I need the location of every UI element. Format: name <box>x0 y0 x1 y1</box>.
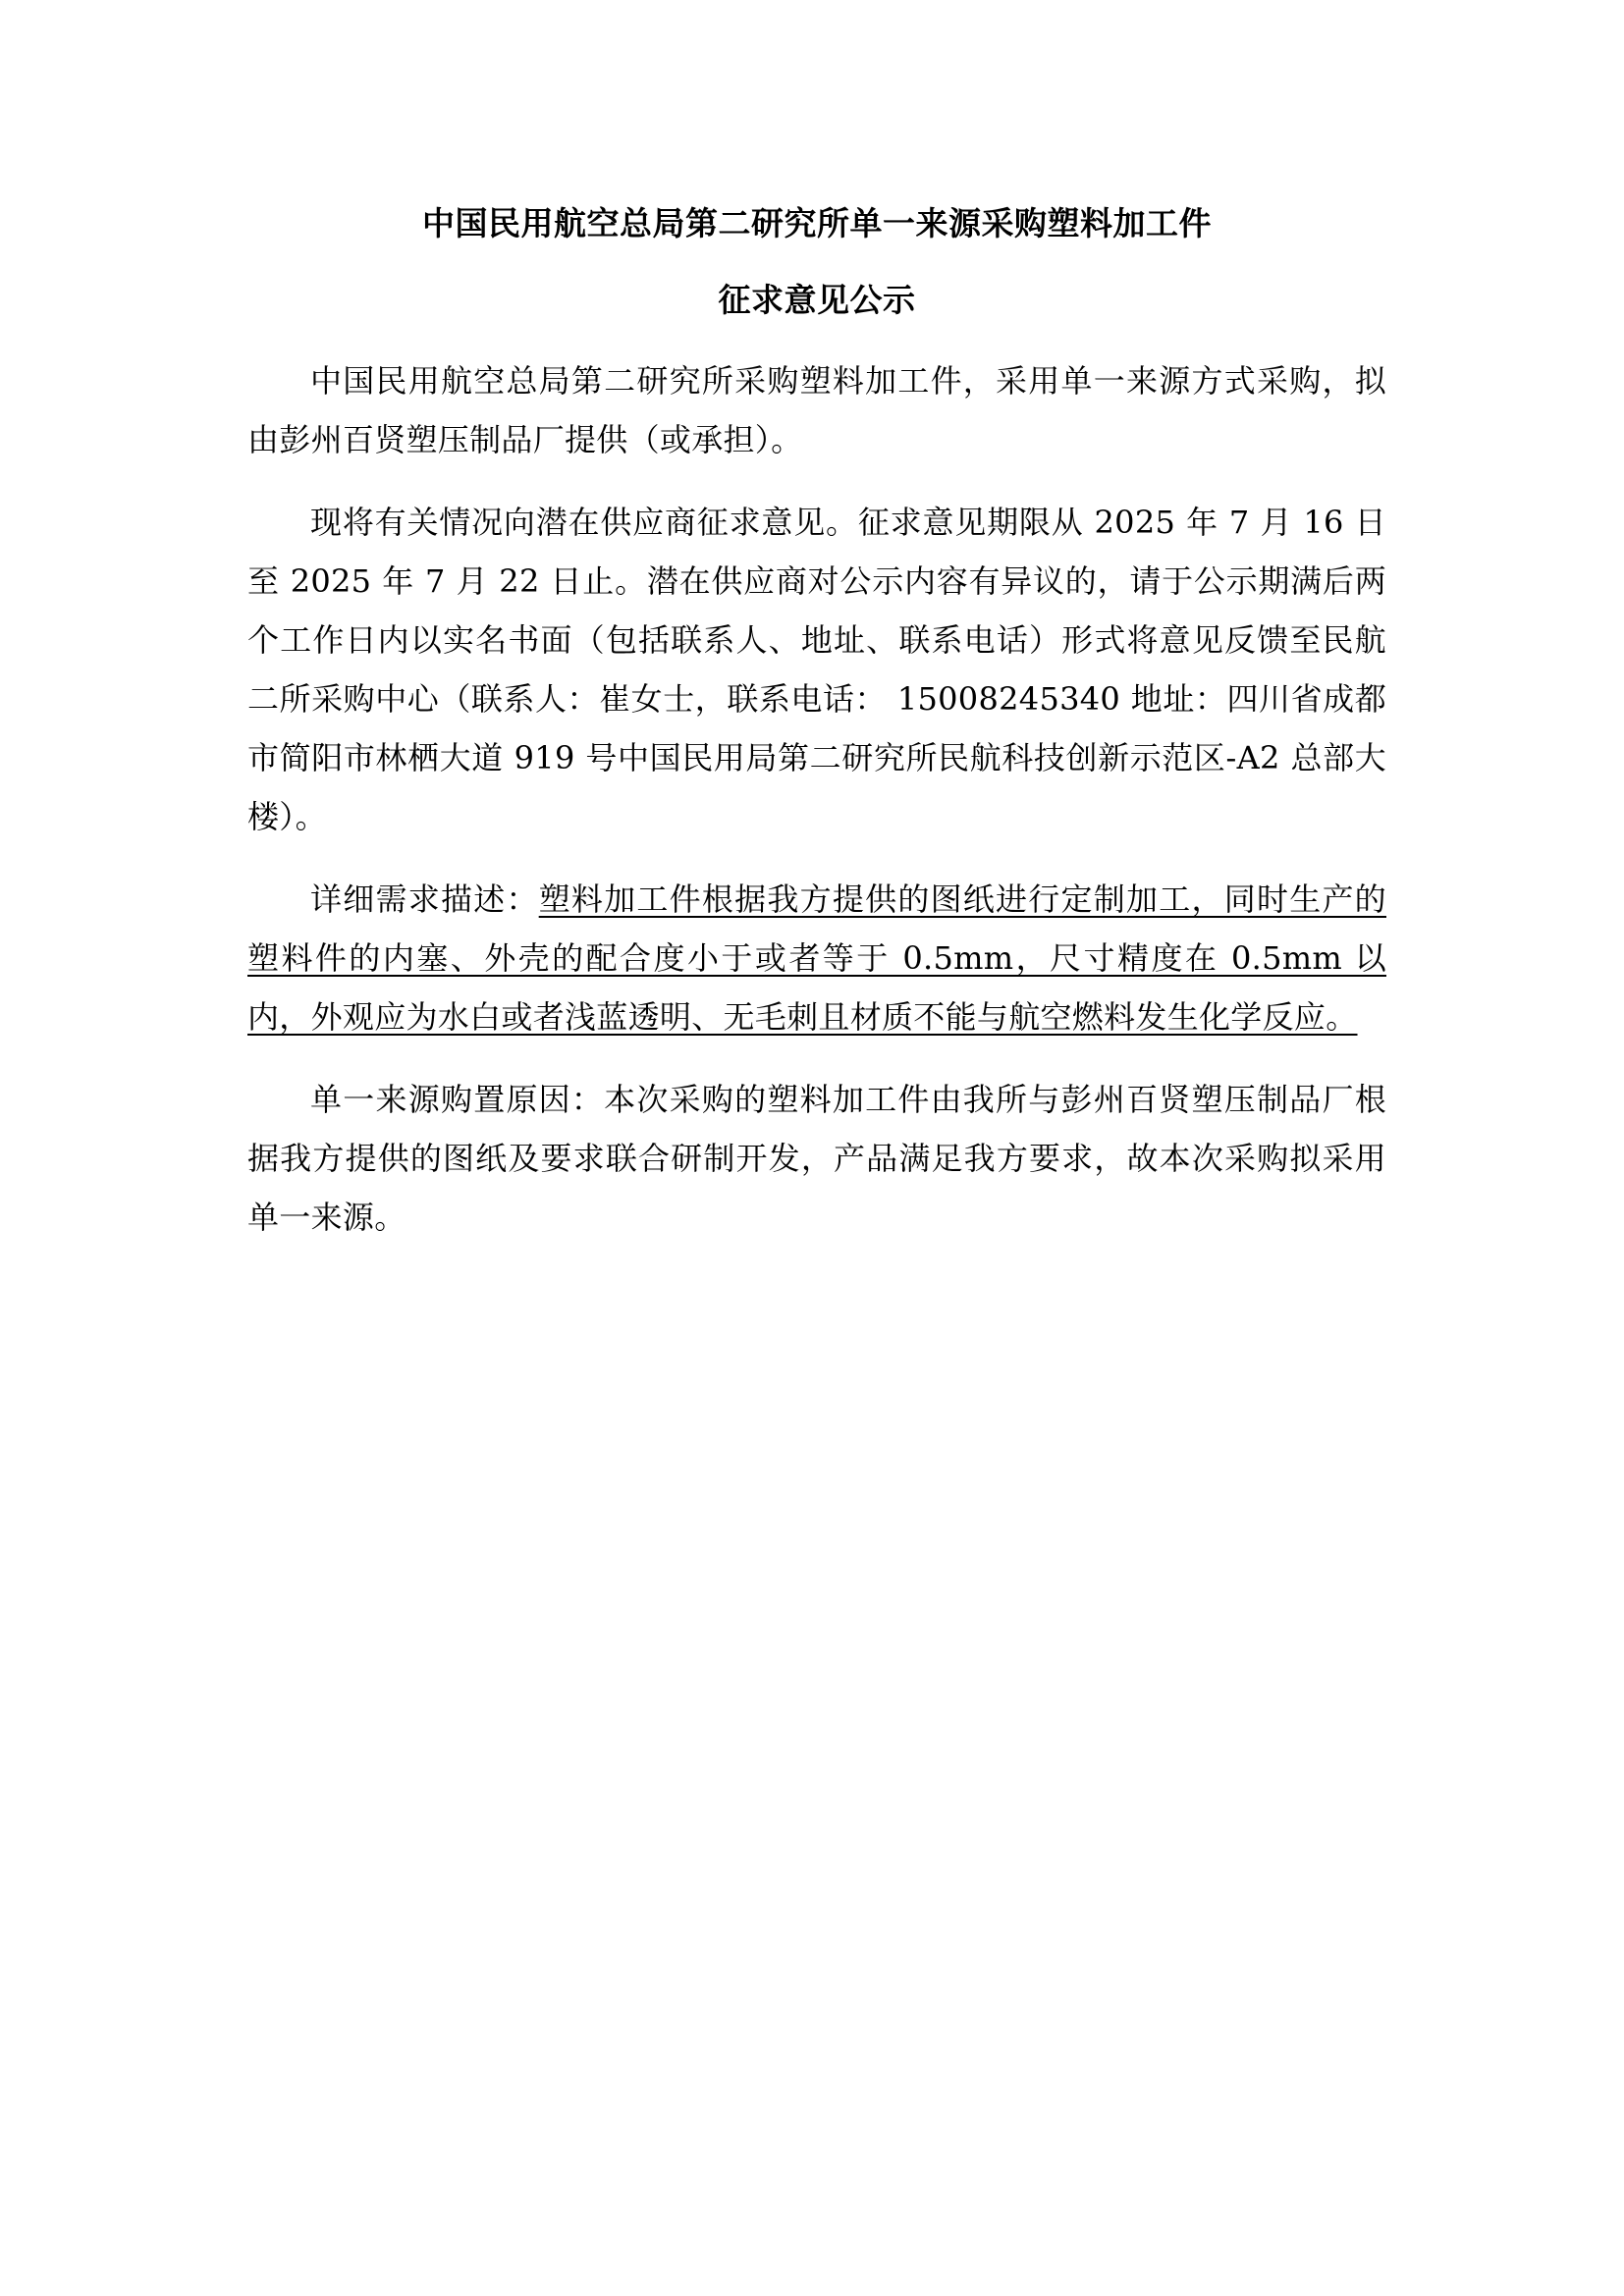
paragraph-sole-source-reason: 单一来源购置原因：本次采购的塑料加工件由我所与彭州百贤塑压制品厂根据我方提供的图纸及要求联合研制开发，产品满足我方要求，故本次采购拟采用单一来源。 <box>247 1081 1386 1236</box>
requirements-label: 详细需求描述： <box>310 881 539 918</box>
paragraph-requirements <box>247 870 1386 1046</box>
document-body <box>247 351 1386 1270</box>
paragraph-comment-period: 现将有关情况向潜在供应商征求意见。征求意见期限从 2025 年 7 月 16 日至 2025 年 7 月 22 日止。潜在供应商对公示内容有异议的，请于公示期满后两个工作日内以实名书面（包括联系人、地址、联系电话）形式将意见反馈至民航二所采购中心（联系人：崔女士，联系电话： 15008245340 地址：四川省成都市简阳市林栖大道 919 号中国民用局第二研究所民航科技创新示范区-A2 总部大楼）。 <box>247 504 1386 835</box>
document-subtitle: 征求意见公示 <box>718 281 916 319</box>
requirements-description: 塑料加工件根据我方提供的图纸进行定制加工，同时生产的塑料件的内塞、外壳的配合度小于或者等于 0.5mm，尺寸精度在 0.5mm 以内，外观应为水白或者浅蓝透明、无毛刺且材质不能与航空燃料发生化学反应。 <box>247 881 1386 1036</box>
paragraph-intro: 中国民用航空总局第二研究所采购塑料加工件，采用单一来源方式采购，拟由彭州百贤塑压制品厂提供（或承担）。 <box>247 362 1386 458</box>
title-block <box>247 204 1386 320</box>
document-title: 中国民用航空总局第二研究所单一来源采购塑料加工件 <box>422 204 1212 242</box>
